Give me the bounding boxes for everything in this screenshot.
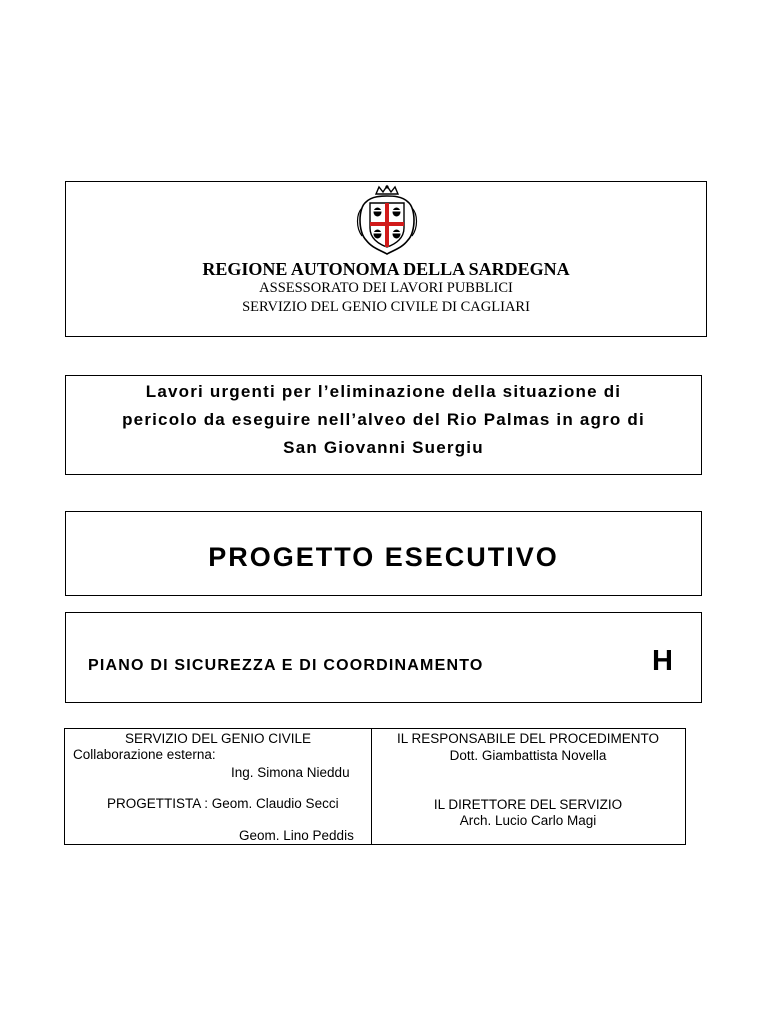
project-title-line: Lavori urgenti per l’eliminazione della situazione di (145, 382, 622, 401)
rup-name: Dott. Giambattista Novella (449, 748, 607, 763)
director-label: IL DIRETTORE DEL SERVIZIO (433, 797, 623, 812)
region-name: REGIONE AUTONOMA DELLA SARDEGNA (202, 259, 570, 279)
collaborator-name: Ing. Simona Nieddu (231, 765, 350, 780)
project-title-line: pericolo da eseguire nell’alveo del Rio Palmas in agro di (122, 410, 645, 429)
stage-box (65, 511, 702, 596)
service-name: SERVIZIO DEL GENIO CIVILE DI CAGLIARI (242, 299, 530, 315)
sardinia-coat-of-arms-icon (352, 184, 422, 256)
document-title: PIANO DI SICUREZZA E DI COORDINAMENTO (88, 657, 484, 674)
designer-label: PROGETTISTA : Geom. Claudio Secci (107, 796, 339, 811)
project-title-box (65, 375, 702, 475)
project-title (72, 378, 695, 462)
project-title-line: San Giovanni Suergiu (283, 438, 484, 457)
director-name: Arch. Lucio Carlo Magi (459, 813, 597, 828)
stage-label: PROGETTO ESECUTIVO (208, 542, 559, 572)
document-code: H (652, 645, 673, 677)
rup-label: IL RESPONSABILE DEL PROCEDIMENTO (396, 731, 660, 746)
collaboration-label: Collaborazione esterna: (73, 747, 216, 762)
credits-right-column (371, 729, 685, 844)
credits-table (64, 728, 686, 845)
credits-left-column (65, 729, 372, 844)
department-name: ASSESSORATO DEI LAVORI PUBBLICI (259, 280, 513, 296)
designer2-name: Geom. Lino Peddis (239, 828, 354, 843)
service-label: SERVIZIO DEL GENIO CIVILE (124, 731, 312, 746)
header-box (65, 181, 707, 337)
document-box (65, 612, 702, 703)
